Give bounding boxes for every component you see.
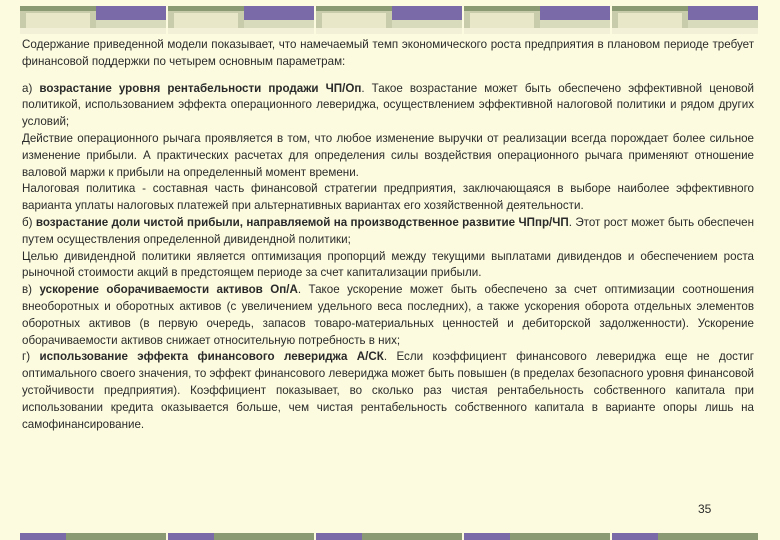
slide-body-text	[22, 37, 754, 433]
dividend-policy-paragraph	[22, 249, 754, 283]
section-heading: использование эффекта финансового левериджа А/СК	[39, 350, 384, 364]
section-prefix: а)	[22, 81, 40, 95]
decorative-footer-band	[0, 533, 780, 540]
header-decor-block	[168, 6, 314, 34]
section-text: Налоговая политика - составная часть финансовой стратегии предприятия, заключающаяся в выборе наиболее эффективного варианта уплаты налоговых платежей при альтернативных вариантах его хозяйственной деятельности.	[22, 182, 754, 213]
section-text: . Такое ускорение может быть обеспечено за счет оптимизации соотношения внеоборотных и оборотных активов (с увеличением удельного веса последних), а также ускорения оборота отдельных элементов оборотных активов (в первую очередь, запасов товаро-материальных ценностей и дебиторской задолженности). Ускорение оборачиваемости активов снижает относительную потребность в них;	[22, 283, 754, 347]
section-text: Целью дивидендной политики является оптимизация пропорций между текущими выплатами дивидендов и обеспечением роста рыночной стоимости акций в предстоящем периоде за счет капитализации прибыли.	[22, 249, 754, 280]
section-a	[22, 81, 754, 131]
decorative-header-band	[0, 6, 780, 34]
section-text: Действие операционного рычага проявляется в том, что любое изменение выручки от реализации всегда порождает более сильное изменение прибыли. А практических расчетах для определения силы воздействия операционного рычага применяют отношение валовой маржи к прибыли на определенный момент времени.	[22, 131, 754, 179]
section-text: . Если коэффициент финансового левериджа еще не достиг оптимального своего значения, то эффект финансового левериджа может быть повышен (в пределах безопасного уровня финансовой устойчивости предприятия). Коэффициент показывает, во сколько раз чистая рентабельность собственного капитала при использовании кредита оказывается больше, чем чистая рентабельность собственного капитала в варианте опоры лишь на самофинансирование.	[22, 350, 754, 431]
section-text: . Такое возрастание может быть обеспечено эффективной ценовой политикой, использованием эффекта операционного левериджа, осуществлением эффективной налоговой политики и рядом других условий;	[22, 81, 754, 129]
section-prefix: б)	[22, 215, 36, 229]
section-d	[22, 349, 754, 433]
section-b	[22, 215, 754, 249]
section-text: . Этот рост может быть обеспечен путем осуществления определенной дивидендной политики;	[22, 215, 754, 246]
header-decor-block	[464, 6, 610, 34]
header-decor-block	[20, 6, 166, 34]
operating-leverage-paragraph	[22, 131, 754, 181]
tax-policy-paragraph	[22, 181, 754, 215]
section-c	[22, 282, 754, 349]
section-prefix: в)	[22, 283, 40, 297]
intro-paragraph: Содержание приведенной модели показывает, что намечаемый темп экономического роста предприятия в плановом периоде требует финансовой поддержки по четырем основным параметрам:	[22, 38, 754, 68]
section-heading: ускорение оборачиваемости активов Оп/А	[39, 283, 298, 297]
header-decor-block	[316, 6, 462, 34]
section-heading: возрастание доли чистой прибыли, направляемой на производственное развитие ЧПпр/ЧП	[35, 215, 569, 229]
section-prefix: г)	[22, 350, 40, 364]
page-number: 35	[698, 502, 712, 516]
section-heading: возрастание уровня рентабельности продажи ЧП/Оп	[39, 81, 362, 95]
header-decor-block	[612, 6, 758, 34]
